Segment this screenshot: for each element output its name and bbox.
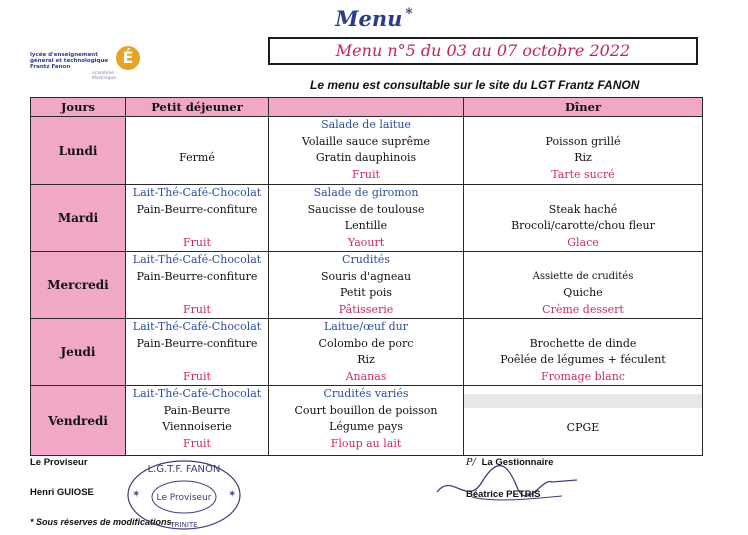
lunch-item: Yaourt — [347, 235, 385, 249]
dinner-item: Riz — [574, 151, 592, 164]
lunch-item: Légume pays — [329, 420, 403, 433]
breakfast-cell — [126, 252, 269, 319]
breakfast-item: Lait-Thé-Café-Chocolat — [132, 387, 262, 400]
breakfast-item: Fermé — [179, 151, 215, 164]
logo-e-icon: É — [116, 46, 140, 70]
breakfast-item: Pain-Beurre-confiture — [136, 336, 258, 350]
breakfast-item — [126, 218, 268, 235]
lunch-item: Salade de giromon — [313, 186, 419, 199]
breakfast-item: Fruit — [183, 235, 211, 249]
dinner-item: Assiette de crudités — [532, 270, 634, 282]
dinner-item: Poisson grillé — [545, 134, 621, 148]
dinner-item: Steak haché — [548, 202, 618, 216]
gestionnaire-name: Béatrice PETRIS — [466, 489, 541, 500]
logo-subtext — [92, 71, 116, 81]
dinner-cell — [464, 185, 703, 252]
breakfast-item: Pain-Beurre-confiture — [136, 269, 258, 283]
dinner-special: CPGE — [566, 420, 600, 434]
breakfast-item: Fruit — [183, 369, 211, 383]
breakfast-item: Viennoiserie — [162, 420, 232, 433]
svg-text:✶: ✶ — [228, 489, 237, 500]
logo-line-3: Frantz Fanon — [30, 64, 71, 70]
lunch-item: Gratin dauphinois — [315, 151, 417, 164]
table-header-row — [31, 98, 703, 117]
breakfast-cell — [126, 386, 269, 456]
lunch-item: Souris d'agneau — [320, 269, 412, 283]
dinner-cell — [464, 386, 703, 456]
lunch-cell — [269, 117, 464, 185]
breakfast-item: Lait-Thé-Café-Chocolat — [132, 186, 262, 199]
dinner-cell — [464, 117, 703, 185]
breakfast-item: Fruit — [183, 302, 211, 316]
lunch-item: Crudités — [342, 253, 390, 266]
lunch-item: Laitue/œuf dur — [323, 320, 408, 333]
title-asterisk: * — [405, 6, 413, 22]
signature-icon — [432, 452, 582, 512]
page-title — [0, 6, 748, 31]
breakfast-cell — [126, 185, 269, 252]
day-label: Mercredi — [31, 252, 126, 319]
dinner-item — [464, 252, 702, 269]
header-breakfast: Petit déjeuner — [126, 98, 269, 117]
lunch-item: Petit pois — [339, 286, 393, 299]
table-row — [31, 319, 703, 386]
menu-body — [31, 117, 703, 456]
breakfast-item: Lait-Thé-Café-Chocolat — [132, 320, 262, 333]
proviseur-title: Le Proviseur — [30, 457, 88, 468]
lunch-item: Pâtisserie — [338, 302, 394, 316]
dinner-item: Tarte sucré — [551, 167, 615, 181]
logo-line-1: lycée d'enseignement — [30, 52, 98, 58]
header-dinner: Dîner — [464, 98, 703, 117]
stamp-center-text: Le Proviseur — [156, 493, 212, 503]
table-row — [31, 252, 703, 319]
modification-note: * Sous réserves de modifications. — [30, 517, 175, 527]
logo-sub-1: académie — [92, 71, 115, 76]
breakfast-item: Fruit — [183, 436, 211, 450]
breakfast-item: Lait-Thé-Café-Chocolat — [132, 253, 262, 266]
logo-sub-2: Martinique — [92, 76, 117, 81]
stamp-top-text: L.G.T.F. FANON — [147, 464, 221, 475]
lunch-item: Floup au lait — [330, 436, 402, 450]
dinner-cell — [464, 252, 703, 319]
header-lunch — [269, 98, 464, 117]
lunch-item: Court bouillon de poisson — [294, 403, 438, 417]
lunch-cell — [269, 319, 464, 386]
dinner-item — [464, 319, 702, 336]
stamp-bottom-text: TRINITE — [170, 521, 198, 529]
day-label: Mardi — [31, 185, 126, 252]
table-row — [31, 185, 703, 252]
lunch-item: Riz — [357, 353, 375, 366]
logo-line-2: général et technologique — [30, 58, 109, 64]
gestionnaire-title: P/ La Gestionnaire — [466, 457, 554, 468]
shaded-strip — [464, 394, 702, 408]
breakfast-item — [126, 167, 268, 184]
menu-table — [30, 97, 703, 456]
title-text: Menu — [335, 6, 403, 31]
table-row — [31, 117, 703, 185]
dinner-item: Glace — [567, 235, 599, 249]
breakfast-cell — [126, 319, 269, 386]
dinner-item — [464, 117, 702, 134]
lunch-item: Crudités variés — [323, 387, 409, 400]
lunch-item: Volaille sauce suprême — [301, 134, 431, 148]
table-row — [31, 386, 703, 456]
breakfast-item: Pain-Beurre — [163, 403, 231, 417]
svg-text:✶: ✶ — [132, 489, 141, 500]
lunch-cell — [269, 185, 464, 252]
website-notice: Le menu est consultable sur le site du LGT Frantz FANON — [310, 78, 640, 92]
lunch-cell — [269, 252, 464, 319]
day-label: Lundi — [31, 117, 126, 185]
lunch-item: Saucisse de toulouse — [307, 202, 425, 216]
breakfast-cell — [126, 117, 269, 185]
dinner-item: Crème dessert — [542, 302, 624, 316]
breakfast-item — [126, 352, 268, 369]
lunch-cell — [269, 386, 464, 456]
breakfast-item — [126, 285, 268, 302]
proviseur-name: Henri GUIOSE — [30, 487, 94, 498]
breakfast-item — [126, 117, 268, 134]
school-stamp-icon — [124, 455, 244, 533]
breakfast-item: Pain-Beurre-confiture — [136, 202, 258, 216]
lunch-item: Salade de laitue — [321, 118, 411, 131]
lunch-item: Fruit — [352, 167, 380, 181]
logo-text — [30, 52, 108, 70]
lunch-item: Colombo de porc — [318, 336, 414, 350]
day-label: Jeudi — [31, 319, 126, 386]
day-label: Vendredi — [31, 386, 126, 456]
dinner-item: Brochette de dinde — [529, 336, 637, 350]
dinner-item: Fromage blanc — [541, 369, 625, 383]
menu-subtitle: Menu n°5 du 03 au 07 octobre 2022 — [268, 37, 698, 65]
header-days: Jours — [31, 98, 126, 117]
lunch-item: Lentille — [344, 219, 388, 232]
dinner-item: Poêlée de légumes + féculent — [500, 353, 666, 366]
dinner-item: Quiche — [563, 286, 603, 299]
dinner-item — [464, 185, 702, 202]
dinner-item: Brocoli/carotte/chou fleur — [511, 219, 655, 232]
breakfast-item — [126, 134, 268, 151]
school-logo — [30, 44, 140, 92]
lunch-item: Ananas — [345, 369, 387, 383]
dinner-cell — [464, 319, 703, 386]
